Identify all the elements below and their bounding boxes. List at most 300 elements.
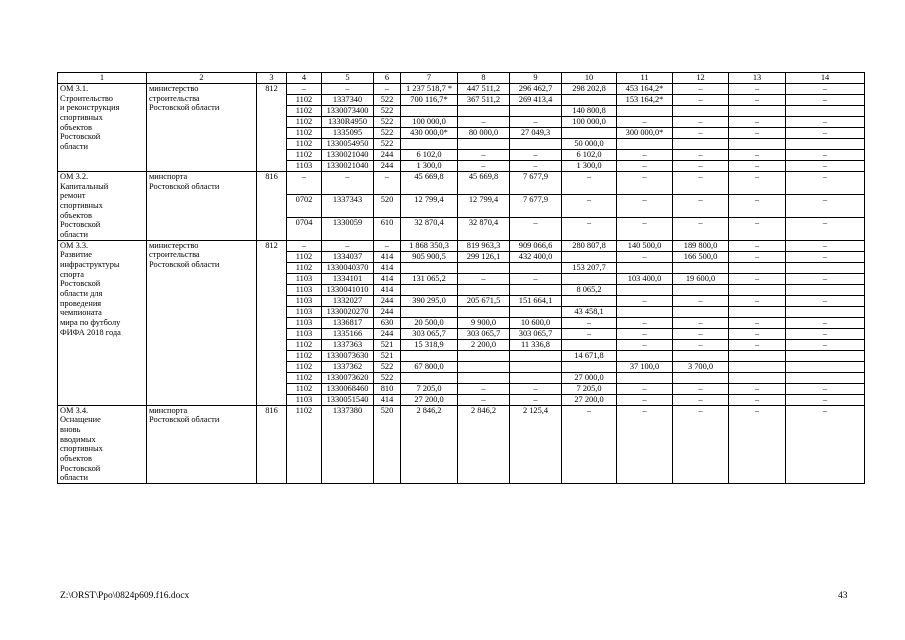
table-cell: 153 164,2* [617, 95, 673, 106]
table-cell: – [562, 405, 617, 483]
column-header: 10 [562, 73, 617, 84]
table-cell: – [673, 84, 729, 95]
table-cell [401, 284, 458, 295]
table-cell: – [786, 317, 865, 328]
table-cell [562, 295, 617, 306]
table-cell: 7 677,9 [510, 194, 562, 217]
table-cell: 2 846,2 [458, 405, 510, 483]
table-cell: – [729, 394, 786, 405]
table-cell: – [510, 150, 562, 161]
table-cell: 1330051540 [322, 394, 374, 405]
table-cell: 1330020270 [322, 306, 374, 317]
table-cell [562, 251, 617, 262]
table-cell: – [617, 251, 673, 262]
table-cell: 1330040370 [322, 262, 374, 273]
table-cell: 1103 [287, 161, 322, 172]
table-cell: 244 [374, 306, 401, 317]
table-cell: 1103 [287, 295, 322, 306]
table-cell [729, 262, 786, 273]
table-cell: – [562, 317, 617, 328]
table-cell [510, 284, 562, 295]
table-cell [401, 372, 458, 383]
table-cell: 1103 [287, 306, 322, 317]
table-cell: 2 125,4 [510, 405, 562, 483]
table-cell [458, 306, 510, 317]
table-cell: – [786, 217, 865, 240]
table-cell: – [510, 117, 562, 128]
table-cell: 1102 [287, 383, 322, 394]
table-cell: – [617, 117, 673, 128]
table-cell [458, 106, 510, 117]
table-cell: – [729, 328, 786, 339]
table-cell: – [458, 150, 510, 161]
table-cell [617, 284, 673, 295]
table-cell: 153 207,7 [562, 262, 617, 273]
table-cell: 303 065,7 [401, 328, 458, 339]
table-cell [458, 262, 510, 273]
program-table [57, 72, 865, 484]
table-cell: 1330073620 [322, 372, 374, 383]
table-cell: 166 500,0 [673, 251, 729, 262]
table-cell: – [458, 383, 510, 394]
table-cell: – [729, 317, 786, 328]
table-cell: – [458, 117, 510, 128]
table-cell: 100 000,0 [401, 117, 458, 128]
table-cell [729, 306, 786, 317]
table-cell: 7 205,0 [562, 383, 617, 394]
table-cell [786, 139, 865, 150]
table-cell: – [673, 383, 729, 394]
table-cell: 303 065,7 [458, 328, 510, 339]
table-cell: – [729, 405, 786, 483]
column-header: 9 [510, 73, 562, 84]
table-cell: 1336817 [322, 317, 374, 328]
table-cell: 1102 [287, 262, 322, 273]
table-cell: 1330054950 [322, 139, 374, 150]
executor: министерство строительства Ростовской области [147, 240, 257, 405]
table-cell: – [673, 172, 729, 195]
table-cell: – [729, 339, 786, 350]
table-cell: 1 300,0 [562, 161, 617, 172]
table-cell: – [786, 240, 865, 251]
table-cell: – [786, 161, 865, 172]
table-cell: – [673, 295, 729, 306]
table-cell: 50 000,0 [562, 139, 617, 150]
table-cell: – [786, 251, 865, 262]
table-cell: 45 669,8 [458, 172, 510, 195]
table-cell: 819 963,3 [458, 240, 510, 251]
table-cell: 1102 [287, 361, 322, 372]
table-cell: – [617, 405, 673, 483]
table-cell: 414 [374, 394, 401, 405]
table-cell [786, 262, 865, 273]
table-row [58, 240, 865, 251]
table-cell: – [673, 117, 729, 128]
table-cell: – [617, 194, 673, 217]
table-cell: – [562, 328, 617, 339]
executor: минспорта Ростовской области [147, 405, 257, 483]
executor: министерство строительства Ростовской области [147, 84, 257, 172]
table-cell: 1330068460 [322, 383, 374, 394]
table-cell: 298 202,8 [562, 84, 617, 95]
table-cell: – [729, 128, 786, 139]
table-cell: 1330021040 [322, 161, 374, 172]
table-cell: – [322, 240, 374, 251]
table-cell: 27 049,3 [510, 128, 562, 139]
executor: минспорта Ростовской области [147, 172, 257, 241]
table-cell [729, 361, 786, 372]
table-cell: – [617, 295, 673, 306]
table-cell: – [458, 161, 510, 172]
table-cell: 432 400,0 [510, 251, 562, 262]
ministry-code: 816 [257, 172, 287, 241]
table-cell: 1102 [287, 339, 322, 350]
table-cell: – [673, 339, 729, 350]
table-cell [510, 306, 562, 317]
footer-page-number: 43 [838, 591, 848, 601]
table-cell: 1330021040 [322, 150, 374, 161]
table-cell: – [729, 251, 786, 262]
table-cell: 1330R4950 [322, 117, 374, 128]
column-header: 1 [58, 73, 147, 84]
table-cell: – [729, 217, 786, 240]
table-cell: 1103 [287, 328, 322, 339]
table-cell: – [510, 273, 562, 284]
table-cell: 1102 [287, 350, 322, 361]
table-cell: 1 237 518,7 * [401, 84, 458, 95]
table-cell: 7 205,0 [401, 383, 458, 394]
table-cell: 810 [374, 383, 401, 394]
table-cell [401, 106, 458, 117]
table-cell [729, 284, 786, 295]
table-cell: 1102 [287, 251, 322, 262]
table-cell [458, 361, 510, 372]
table-cell: 522 [374, 139, 401, 150]
table-cell [510, 372, 562, 383]
column-header: 11 [617, 73, 673, 84]
table-cell [786, 284, 865, 295]
table-cell: 27 200,0 [401, 394, 458, 405]
table-cell: 6 102,0 [562, 150, 617, 161]
column-header: 7 [401, 73, 458, 84]
table-cell: – [729, 117, 786, 128]
table-cell [786, 350, 865, 361]
table-cell: 3 700,0 [673, 361, 729, 372]
table-cell [617, 262, 673, 273]
table-row [58, 84, 865, 95]
table-cell: – [673, 194, 729, 217]
table-cell [673, 139, 729, 150]
table-cell: – [458, 394, 510, 405]
measure-name: ОМ 3.3. Развитие инфраструктуры спорта Ростовской области для проведения чемпионата мира по футболу ФИФА 2018 года [58, 240, 147, 405]
table-cell: 1334101 [322, 273, 374, 284]
table-cell: 1102 [287, 117, 322, 128]
measure-name: ОМ 3.2. Капитальный ремонт спортивных объектов Ростовской области [58, 172, 147, 241]
column-header: 14 [786, 73, 865, 84]
table-cell [401, 350, 458, 361]
table-cell: 140 500,0 [617, 240, 673, 251]
column-header: 3 [257, 73, 287, 84]
table-cell [617, 106, 673, 117]
table-cell: – [562, 172, 617, 195]
table-cell: 43 458,1 [562, 306, 617, 317]
column-header: 2 [147, 73, 257, 84]
table-cell: – [374, 84, 401, 95]
table-cell: 205 671,5 [458, 295, 510, 306]
table-cell [562, 273, 617, 284]
table-cell: 0702 [287, 194, 322, 217]
table-cell [673, 262, 729, 273]
table-cell [617, 350, 673, 361]
table-cell: 15 318,9 [401, 339, 458, 350]
table-cell: 521 [374, 339, 401, 350]
table-cell: – [562, 217, 617, 240]
table-cell: – [673, 150, 729, 161]
table-cell: 1330073630 [322, 350, 374, 361]
table-cell [729, 139, 786, 150]
table-cell: 1102 [287, 139, 322, 150]
table-cell [786, 106, 865, 117]
table-cell: 1334037 [322, 251, 374, 262]
table-cell: – [673, 95, 729, 106]
table-cell: – [729, 161, 786, 172]
table-cell: – [673, 161, 729, 172]
table-cell: – [786, 273, 865, 284]
table-cell [458, 139, 510, 150]
table-cell: 6 102,0 [401, 150, 458, 161]
table-cell: – [729, 150, 786, 161]
table-cell: 1337343 [322, 194, 374, 217]
table-cell: 1102 [287, 128, 322, 139]
table-cell: 1335095 [322, 128, 374, 139]
table-cell: 1330073400 [322, 106, 374, 117]
table-cell: – [729, 383, 786, 394]
table-cell: 189 800,0 [673, 240, 729, 251]
table-cell: 630 [374, 317, 401, 328]
table-cell: 1103 [287, 317, 322, 328]
table-cell: 1335166 [322, 328, 374, 339]
table-cell: 1102 [287, 106, 322, 117]
table-cell: – [322, 84, 374, 95]
table-cell: – [786, 394, 865, 405]
table-cell: 1 300,0 [401, 161, 458, 172]
table-cell: – [510, 383, 562, 394]
table-cell: 131 065,2 [401, 273, 458, 284]
table-cell: 1337363 [322, 339, 374, 350]
table-cell: – [786, 95, 865, 106]
table-cell [401, 139, 458, 150]
table-cell: – [617, 217, 673, 240]
table-cell: 520 [374, 194, 401, 217]
table-cell: – [374, 240, 401, 251]
table-cell: 1102 [287, 372, 322, 383]
table-cell: 269 413,4 [510, 95, 562, 106]
table-row [58, 405, 865, 483]
table-cell: – [617, 383, 673, 394]
table-cell: – [374, 172, 401, 195]
table-cell: 520 [374, 405, 401, 483]
table-cell: 151 664,1 [510, 295, 562, 306]
table-cell: 414 [374, 262, 401, 273]
table-cell [673, 106, 729, 117]
table-cell: 2 200,0 [458, 339, 510, 350]
table-cell [729, 350, 786, 361]
table-cell: – [287, 172, 322, 195]
table-cell: – [786, 172, 865, 195]
column-header: 6 [374, 73, 401, 84]
table-cell [729, 106, 786, 117]
table-cell: 447 511,2 [458, 84, 510, 95]
table-cell [562, 95, 617, 106]
table-cell: – [617, 394, 673, 405]
table-cell: – [617, 339, 673, 350]
ministry-code: 812 [257, 240, 287, 405]
table-cell [673, 284, 729, 295]
table-cell [510, 106, 562, 117]
table-cell: – [562, 194, 617, 217]
table-cell: 299 126,1 [458, 251, 510, 262]
table-cell: 300 000,0* [617, 128, 673, 139]
table-cell: – [786, 295, 865, 306]
table-cell: 1337340 [322, 95, 374, 106]
table-cell: – [786, 128, 865, 139]
table-cell: 19 600,0 [673, 273, 729, 284]
table-cell [562, 128, 617, 139]
table-cell: – [617, 150, 673, 161]
column-header: 13 [729, 73, 786, 84]
table-cell: 67 800,0 [401, 361, 458, 372]
table-cell: 32 870,4 [401, 217, 458, 240]
table-cell: 1102 [287, 150, 322, 161]
table-cell: – [729, 273, 786, 284]
table-cell: – [786, 84, 865, 95]
table-cell: – [617, 161, 673, 172]
table-cell: 1102 [287, 95, 322, 106]
table-cell [673, 372, 729, 383]
table-cell: 244 [374, 150, 401, 161]
table-cell: – [673, 317, 729, 328]
table-cell: 367 511,2 [458, 95, 510, 106]
table-cell: – [510, 394, 562, 405]
header-row [58, 73, 865, 84]
table-cell: – [510, 217, 562, 240]
table-cell: 414 [374, 273, 401, 284]
table-cell: 103 400,0 [617, 273, 673, 284]
table-cell: – [786, 383, 865, 394]
table-cell [729, 372, 786, 383]
table-cell: 522 [374, 128, 401, 139]
table-row [58, 172, 865, 195]
table-cell: 1103 [287, 273, 322, 284]
table-cell: – [786, 117, 865, 128]
column-header: 4 [287, 73, 322, 84]
table-cell: 32 870,4 [458, 217, 510, 240]
table-cell: 1332027 [322, 295, 374, 306]
table-cell: 140 800,8 [562, 106, 617, 117]
footer-file-path: Z:\ORST\Ppo\0824p609.f16.docx [60, 591, 190, 601]
table-cell: 280 807,8 [562, 240, 617, 251]
table-cell: – [673, 128, 729, 139]
table-cell [458, 284, 510, 295]
table-cell: 12 799,4 [401, 194, 458, 217]
table-cell: 909 066,6 [510, 240, 562, 251]
table-cell: – [786, 150, 865, 161]
table-cell [510, 350, 562, 361]
table-cell [562, 339, 617, 350]
measure-name: ОМ 3.4. Оснащение вновь вводимых спортивных объектов Ростовской области [58, 405, 147, 483]
table-cell: 522 [374, 106, 401, 117]
table-cell: 45 669,8 [401, 172, 458, 195]
table-cell [617, 372, 673, 383]
table-cell: 390 295,0 [401, 295, 458, 306]
table-cell: 521 [374, 350, 401, 361]
table-cell: 244 [374, 161, 401, 172]
table-cell: 1103 [287, 394, 322, 405]
table-cell [401, 262, 458, 273]
table-cell: – [786, 194, 865, 217]
table-cell: 522 [374, 372, 401, 383]
table-cell [562, 361, 617, 372]
table-cell: 2 846,2 [401, 405, 458, 483]
table-cell [401, 306, 458, 317]
table-cell [458, 350, 510, 361]
table-cell: 610 [374, 217, 401, 240]
table-cell: – [729, 194, 786, 217]
column-header: 8 [458, 73, 510, 84]
table-cell: 244 [374, 328, 401, 339]
table-cell [786, 361, 865, 372]
table-cell: – [287, 240, 322, 251]
table-cell: – [673, 328, 729, 339]
table-cell: 905 900,5 [401, 251, 458, 262]
table-cell: 1103 [287, 284, 322, 295]
table-cell: – [729, 240, 786, 251]
table-cell: 1337362 [322, 361, 374, 372]
table-cell: 453 164,2* [617, 84, 673, 95]
table-cell: – [729, 84, 786, 95]
table-cell: 1102 [287, 405, 322, 483]
measure-name: ОМ 3.1. Строительство и реконструкция спортивных объектов Ростовской области [58, 84, 147, 172]
table-cell [786, 372, 865, 383]
table-cell: 414 [374, 251, 401, 262]
table-cell: 9 900,0 [458, 317, 510, 328]
table-cell: 414 [374, 284, 401, 295]
table-cell: 522 [374, 95, 401, 106]
table-cell: 522 [374, 361, 401, 372]
table-cell: – [287, 84, 322, 95]
table-cell: 80 000,0 [458, 128, 510, 139]
table-cell [786, 306, 865, 317]
table-cell: – [786, 339, 865, 350]
table-cell: 244 [374, 295, 401, 306]
table-cell: – [617, 172, 673, 195]
table-cell: 37 100,0 [617, 361, 673, 372]
table-cell: – [510, 161, 562, 172]
table-cell: 7 677,9 [510, 172, 562, 195]
table-cell: 100 000,0 [562, 117, 617, 128]
table-cell: 430 000,0* [401, 128, 458, 139]
table-cell: – [729, 172, 786, 195]
ministry-code: 812 [257, 84, 287, 172]
table-cell: 27 200,0 [562, 394, 617, 405]
table-cell: 522 [374, 117, 401, 128]
ministry-code: 816 [257, 405, 287, 483]
table-cell: 20 500,0 [401, 317, 458, 328]
table-cell: – [322, 172, 374, 195]
table-cell: – [673, 405, 729, 483]
table-cell: – [617, 317, 673, 328]
column-header: 12 [673, 73, 729, 84]
